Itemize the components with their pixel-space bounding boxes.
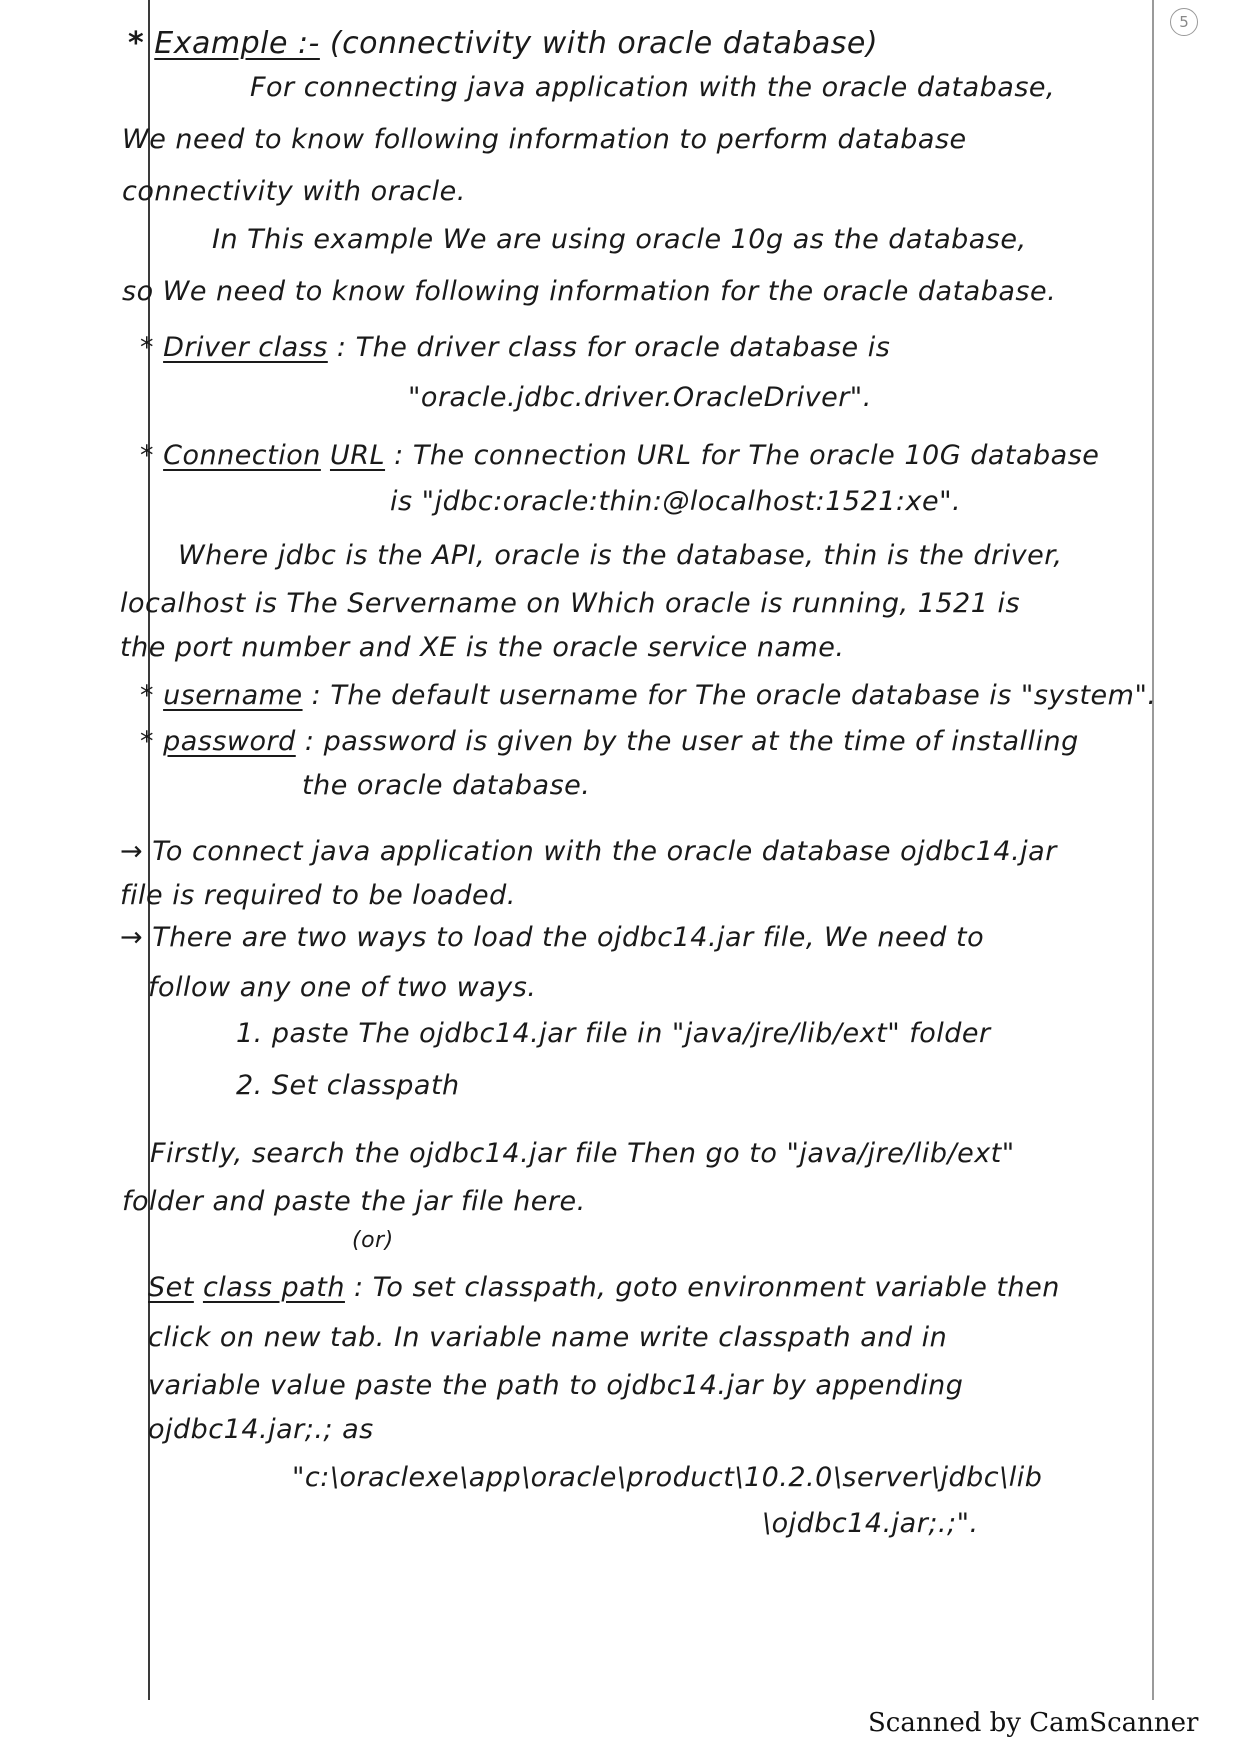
- driver-class-item: [140, 332, 890, 363]
- para1-line3: connectivity with oracle.: [122, 176, 466, 207]
- way-2: 2. Set classpath: [236, 1070, 460, 1101]
- connection-url-colon: :: [394, 440, 404, 471]
- para3-line1: Where jdbc is the API, oracle is the database, thin is the driver,: [178, 540, 1063, 571]
- para2-line2: so We need to know following information for the oracle database.: [122, 276, 1057, 307]
- username-bullet: *: [140, 680, 154, 711]
- password-label: password: [163, 726, 296, 757]
- driver-class-bullet: *: [140, 332, 154, 363]
- set-class-path-text-3: variable value paste the path to ojdbc14.jar by appending: [148, 1370, 964, 1401]
- set-class-path-label-1: Set: [148, 1272, 194, 1303]
- arrow-note1-line1: → To connect java application with the oracle database ojdbc14.jar: [120, 836, 1057, 867]
- username-item: [140, 680, 1156, 711]
- username-text: The default username for The oracle database is "system".: [330, 680, 1157, 711]
- set-class-path-text-4: ojdbc14.jar;.; as: [148, 1414, 374, 1445]
- para4-line1: Firstly, search the ojdbc14.jar file Then go to "java/jre/lib/ext": [150, 1138, 1015, 1169]
- driver-class-text: The driver class for oracle database is: [355, 332, 891, 363]
- para1-line2: We need to know following information to perform database: [122, 124, 967, 155]
- connection-url-bullet: *: [140, 440, 154, 471]
- password-colon: :: [304, 726, 315, 757]
- way-1: 1. paste The ojdbc14.jar file in "java/jre/lib/ext" folder: [236, 1018, 991, 1049]
- para2-line1: In This example We are using oracle 10g as the database,: [212, 224, 1027, 255]
- para1-line1: For connecting java application with the oracle database,: [250, 72, 1056, 103]
- path-line-2: \ojdbc14.jar;.;".: [762, 1508, 979, 1539]
- connection-url-label-1: Connection: [163, 440, 321, 471]
- password-bullet: *: [140, 726, 154, 757]
- username-label: username: [163, 680, 303, 711]
- scanner-footer: Scanned by CamScanner: [868, 1708, 1199, 1738]
- arrow-note2-line2: follow any one of two ways.: [148, 972, 537, 1003]
- para4-line2: folder and paste the jar file here.: [122, 1186, 586, 1217]
- connection-url-value: is "jdbc:oracle:thin:@localhost:1521:xe".: [390, 486, 962, 517]
- title-topic: (connectivity with oracle database): [329, 26, 879, 61]
- driver-class-label: Driver class: [163, 332, 328, 363]
- arrow-note2-line1: → There are two ways to load the ojdbc14.jar file, We need to: [120, 922, 985, 953]
- page-number: 5: [1170, 8, 1198, 36]
- driver-class-colon: :: [336, 332, 347, 363]
- connection-url-label-2: URL: [329, 440, 386, 471]
- para3-line2: localhost is The Servername on Which oracle is running, 1521 is: [120, 588, 1021, 619]
- driver-class-value: "oracle.jdbc.driver.OracleDriver".: [408, 382, 872, 413]
- title-label: Example :-: [154, 26, 320, 61]
- title-bullet: *: [128, 26, 145, 61]
- page-edge-right: [1152, 0, 1154, 1700]
- or-label: (or): [352, 1228, 394, 1253]
- username-colon: :: [311, 680, 322, 711]
- set-class-path-item: [148, 1272, 1060, 1303]
- password-text-2: the oracle database.: [302, 770, 591, 801]
- path-line-1: "c:\oraclexe\app\oracle\product\10.2.0\server\jdbc\lib: [292, 1462, 1043, 1493]
- page-title: [128, 26, 878, 61]
- set-class-path-colon: :: [354, 1272, 364, 1303]
- password-text: password is given by the user at the time of installing: [323, 726, 1079, 757]
- set-class-path-text-1: To set classpath, goto environment variable then: [372, 1272, 1060, 1303]
- password-item: [140, 726, 1079, 757]
- para3-line3: the port number and XE is the oracle service name.: [120, 632, 845, 663]
- connection-url-item: [140, 440, 1099, 471]
- connection-url-text: The connection URL for The oracle 10G database: [412, 440, 1100, 471]
- set-class-path-text-2: click on new tab. In variable name write classpath and in: [148, 1322, 948, 1353]
- arrow-note1-line2: file is required to be loaded.: [120, 880, 516, 911]
- set-class-path-label-2: class path: [202, 1272, 345, 1303]
